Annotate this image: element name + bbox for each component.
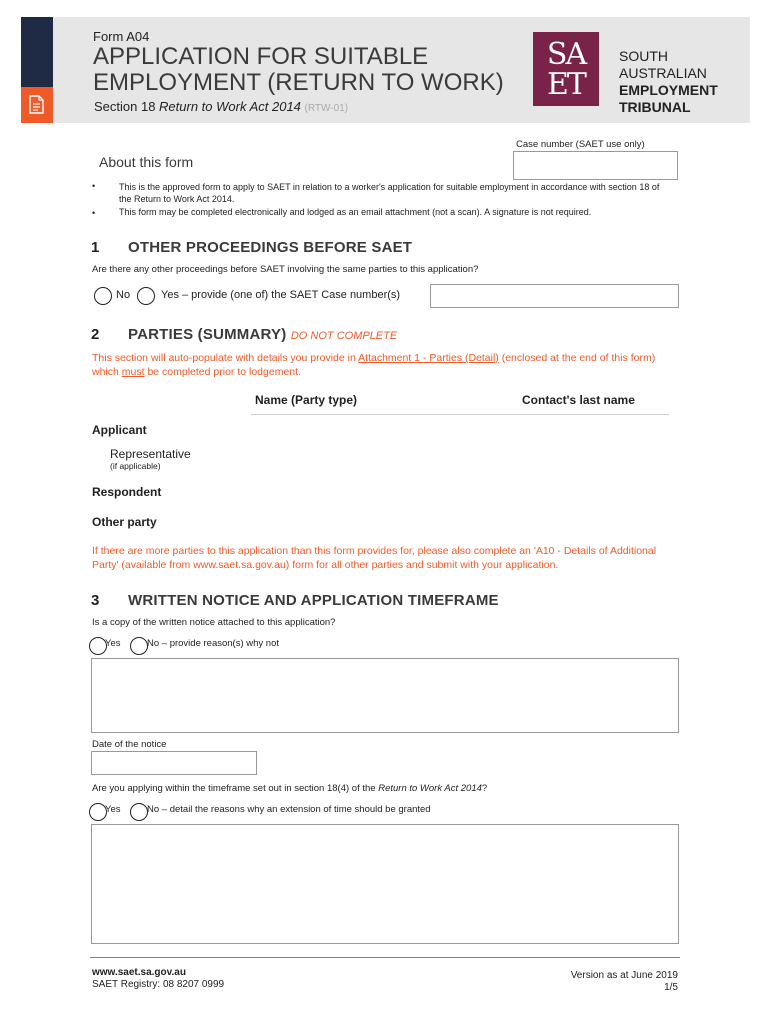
date-of-notice-input[interactable] [91, 751, 257, 775]
title-line-2: EMPLOYMENT (RETURN TO WORK) [93, 69, 504, 96]
header-side-strip [21, 17, 53, 87]
radio-timeframe-yes-label: Yes [105, 804, 121, 815]
logo-mark-line: SA [546, 37, 586, 72]
footer-website[interactable]: www.saet.sa.gov.au [92, 967, 186, 978]
form-code: Form A04 [93, 29, 150, 44]
radio-notice-no[interactable] [130, 637, 148, 655]
representative-note: (if applicable) [110, 461, 161, 471]
party-respondent: Respondent [92, 485, 162, 499]
title-line-1: APPLICATION FOR SUITABLE [93, 43, 429, 70]
note-after: be completed prior to lodgement. [144, 366, 301, 378]
page-title [93, 44, 504, 96]
column-header-name: Name (Party type) [255, 393, 358, 407]
section-1-number: 1 [91, 239, 100, 256]
table-header-divider [251, 414, 669, 415]
party-applicant: Applicant [92, 423, 147, 437]
bullet-dot-2: • [92, 208, 96, 218]
column-header-contact: Contact's last name [522, 393, 635, 407]
section-1-question: Are there any other proceedings before SAET involving the same parties to this application? [92, 264, 479, 275]
section-2-note [92, 351, 682, 379]
saet-logo-mark [533, 32, 599, 106]
section-2-title-note: DO NOT COMPLETE [290, 330, 398, 342]
about-bullet-1: This is the approved form to apply to SAET in relation to a worker's application for suitable employment in accordance with section 18 of the Return to Work Act 2014. [119, 182, 660, 204]
logo-mark-line: ET [547, 67, 585, 102]
note-must: must [121, 366, 145, 378]
footer-divider [90, 957, 680, 958]
party-other: Other party [92, 515, 157, 529]
section-1-title: OTHER PROCEEDINGS BEFORE SAET [128, 239, 413, 256]
radio-timeframe-no[interactable] [130, 803, 148, 821]
footer-version: Version as at June 2019 [570, 970, 678, 981]
radio-timeframe-no-label: No – detail the reasons why an extension of time should be granted [147, 804, 431, 815]
radio-yes-label: Yes – provide (one of) the SAET Case number(s) [161, 289, 401, 301]
radio-notice-no-label: No – provide reason(s) why not [147, 638, 280, 649]
timeframe-q-prefix: Are you applying within the timeframe set out in section 18(4) of the [92, 783, 379, 794]
footer-page-number: 1/5 [664, 982, 678, 993]
svg-text:SAET [547, 37, 588, 102]
saet-case-numbers-input[interactable] [430, 284, 679, 308]
about-heading: About this form [99, 154, 194, 170]
logo-line-4: TRIBUNAL [619, 99, 691, 115]
subtitle-code: (RTW-01) [304, 103, 349, 114]
extension-reasons-textarea[interactable] [91, 824, 679, 944]
timeframe-q-suffix: ? [481, 783, 488, 794]
written-notice-question: Is a copy of the written notice attached to this application? [92, 617, 336, 628]
logo-line-2: AUSTRALIAN [619, 65, 707, 81]
date-of-notice-label: Date of the notice [92, 739, 167, 750]
section-3-title: WRITTEN NOTICE AND APPLICATION TIMEFRAME [128, 592, 499, 609]
subtitle-act: Return to Work Act 2014 [159, 99, 301, 114]
section-3-number: 3 [91, 592, 100, 609]
radio-other-proceedings-yes[interactable] [137, 287, 155, 305]
case-number-input[interactable] [513, 151, 678, 180]
notice-reasons-textarea[interactable] [91, 658, 679, 733]
party-representative: Representative [110, 447, 191, 461]
subtitle [94, 99, 348, 114]
about-bullet-2: This form may be completed electronically and lodged as an email attachment (not a scan). A signature is not required. [119, 207, 592, 217]
section-2-title: PARTIES (SUMMARY) [128, 326, 287, 343]
section-2-heading [128, 326, 397, 344]
note-before: This section will auto-populate with details you provide in [92, 352, 359, 364]
logo-line-3: EMPLOYMENT [619, 82, 718, 98]
radio-notice-yes-label: Yes [105, 638, 121, 649]
timeframe-q-act: Return to Work Act 2014 [378, 783, 482, 794]
radio-no-label: No [116, 289, 131, 301]
radio-other-proceedings-no[interactable] [94, 287, 112, 305]
document-icon [29, 95, 44, 114]
timeframe-question [92, 783, 487, 794]
bullet-dot-1: • [92, 181, 96, 191]
subtitle-prefix: Section 18 [94, 99, 160, 114]
case-number-label: Case number (SAET use only) [516, 139, 645, 150]
section-2-number: 2 [91, 326, 100, 343]
saet-logo [533, 32, 599, 106]
note-mid: (enclosed at the end of this form) which [92, 352, 656, 378]
attachment-1-link[interactable]: Attachment 1 - Parties (Detail) [358, 352, 499, 364]
logo-wordmark [619, 48, 718, 116]
logo-line-1: SOUTH [619, 48, 668, 64]
footer-registry: SAET Registry: 08 8207 0999 [92, 979, 225, 990]
more-parties-note: If there are more parties to this application than this form provides for, please also complete an 'A10 - Details of Additional Party' (available from www.saet.sa.gov.au) form for all other parties and submit with your application. [92, 545, 657, 571]
